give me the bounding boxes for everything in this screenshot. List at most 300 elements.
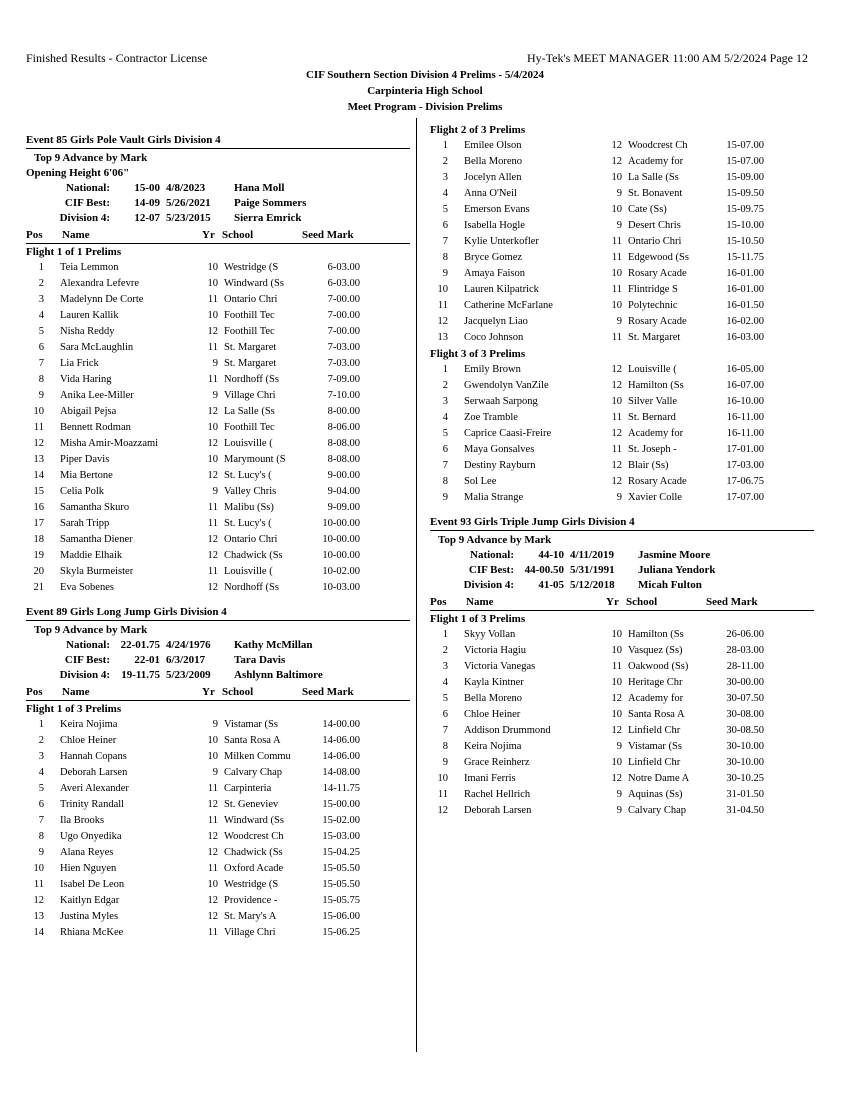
entry-name: Zoe Tramble <box>464 412 518 423</box>
table-row <box>430 218 814 234</box>
entry-school: Academy for <box>628 156 684 167</box>
record-row <box>430 563 814 578</box>
entry-pos: 2 <box>442 156 448 167</box>
entry-year: 10 <box>611 757 622 768</box>
entry-pos: 1 <box>442 140 448 151</box>
entry-pos: 4 <box>442 412 448 423</box>
table-row <box>26 580 410 596</box>
entry-seed-mark: 15-02.00 <box>322 815 360 826</box>
record-row <box>430 548 814 563</box>
record-mark: 41-05 <box>538 579 564 591</box>
table-row <box>430 803 814 819</box>
entry-school: Silver Valle <box>628 396 678 407</box>
entry-seed-mark: 30-00.00 <box>726 677 764 688</box>
entry-year: 10 <box>611 677 622 688</box>
entry-pos: 1 <box>38 719 44 730</box>
entry-school: Westridge (S <box>224 879 279 890</box>
entry-seed-mark: 16-11.00 <box>726 428 764 439</box>
entry-list <box>26 717 410 941</box>
entry-year: 10 <box>207 422 218 433</box>
table-row <box>26 845 410 861</box>
entry-pos: 3 <box>38 294 44 305</box>
entry-name: Abigail Pejsa <box>60 406 117 417</box>
entry-seed-mark: 15-06.25 <box>322 927 360 938</box>
entry-year: 12 <box>207 799 218 810</box>
records-block <box>26 638 410 683</box>
entry-school: St. Joseph - <box>628 444 677 455</box>
col-name: Name <box>62 686 90 698</box>
table-row <box>26 308 410 324</box>
entry-year: 10 <box>207 262 218 273</box>
entry-year: 12 <box>611 725 622 736</box>
entry-seed-mark: 16-03.00 <box>726 332 764 343</box>
entry-year: 9 <box>616 316 622 327</box>
entry-seed-mark: 16-05.00 <box>726 364 764 375</box>
entry-school: Westridge (S <box>224 262 279 273</box>
entry-year: 10 <box>207 879 218 890</box>
entry-seed-mark: 16-02.00 <box>726 316 764 327</box>
entry-seed-mark: 15-09.75 <box>726 204 764 215</box>
entry-pos: 2 <box>38 735 44 746</box>
entry-pos: 17 <box>33 518 44 529</box>
entry-seed-mark: 7-00.00 <box>327 310 360 321</box>
col-school: School <box>222 686 254 698</box>
col-yr: Yr <box>202 686 215 698</box>
entry-name: Celia Polk <box>60 486 105 497</box>
entry-name: Justina Myles <box>60 911 119 922</box>
entry-name: Chloe Heiner <box>464 709 521 720</box>
entry-year: 11 <box>611 252 622 263</box>
col-pos: Pos <box>430 596 447 608</box>
entry-name: Anika Lee-Miller <box>60 390 134 401</box>
table-row <box>430 314 814 330</box>
entry-pos: 3 <box>442 172 448 183</box>
table-row <box>430 755 814 771</box>
entry-school: Vasquez (Ss) <box>628 645 683 656</box>
entry-school: Academy for <box>628 428 684 439</box>
col-seed: Seed Mark <box>302 686 354 698</box>
table-row <box>430 362 814 378</box>
entry-name: Malia Strange <box>464 492 524 503</box>
entry-seed-mark: 16-07.00 <box>726 380 764 391</box>
entry-pos: 8 <box>38 831 44 842</box>
entry-year: 11 <box>207 374 218 385</box>
entry-year: 10 <box>611 204 622 215</box>
table-row <box>26 893 410 909</box>
table-row <box>430 691 814 707</box>
entry-pos: 2 <box>442 380 448 391</box>
entry-pos: 6 <box>442 709 448 720</box>
entry-school: Woodcrest Ch <box>628 140 688 151</box>
entry-name: Victoria Hagiu <box>464 645 527 656</box>
record-date: 5/26/2021 <box>166 197 211 209</box>
entry-name: Piper Davis <box>60 454 110 465</box>
entry-school: Ontario Chri <box>628 236 682 247</box>
record-holder: Micah Fulton <box>638 579 702 591</box>
entry-pos: 7 <box>442 236 448 247</box>
table-row <box>26 532 410 548</box>
entry-year: 11 <box>207 502 218 513</box>
record-mark: 15-00 <box>134 182 160 194</box>
entry-name: Madelynn De Corte <box>60 294 144 305</box>
entry-pos: 11 <box>33 422 44 433</box>
entry-name: Isabel De Leon <box>60 879 125 890</box>
entry-pos: 6 <box>38 799 44 810</box>
entry-seed-mark: 31-01.50 <box>726 789 764 800</box>
entry-year: 9 <box>212 767 218 778</box>
entry-pos: 12 <box>33 895 44 906</box>
entry-name: Caprice Caasi-Freire <box>464 428 552 439</box>
entry-pos: 1 <box>442 364 448 375</box>
entry-school: Aquinas (Ss) <box>628 789 683 800</box>
entry-year: 10 <box>207 751 218 762</box>
table-row <box>26 340 410 356</box>
entry-pos: 10 <box>437 773 448 784</box>
entry-name: Deborah Larsen <box>60 767 128 778</box>
entry-year: 12 <box>611 156 622 167</box>
entry-school: Woodcrest Ch <box>224 831 284 842</box>
entry-name: Rhiana McKee <box>60 927 124 938</box>
entry-year: 9 <box>616 220 622 231</box>
entry-seed-mark: 15-03.00 <box>322 831 360 842</box>
entry-name: Samantha Diener <box>60 534 133 545</box>
table-row <box>26 861 410 877</box>
col-seed: Seed Mark <box>302 229 354 241</box>
entry-name: Kaitlyn Edgar <box>60 895 120 906</box>
entry-name: Rachel Hellrich <box>464 789 531 800</box>
entry-seed-mark: 26-06.00 <box>726 629 764 640</box>
entry-name: Destiny Rayburn <box>464 460 536 471</box>
entry-name: Bella Moreno <box>464 693 523 704</box>
entry-school: Rosary Acade <box>628 268 687 279</box>
entry-year: 11 <box>611 661 622 672</box>
flight-heading: Flight 1 of 1 Prelims <box>26 246 122 258</box>
table-row <box>430 410 814 426</box>
entry-seed-mark: 8-06.00 <box>327 422 360 433</box>
entry-school: Louisville ( <box>224 438 273 449</box>
entry-seed-mark: 7-03.00 <box>327 358 360 369</box>
entry-seed-mark: 15-05.50 <box>322 879 360 890</box>
entry-year: 10 <box>611 645 622 656</box>
entry-school: Milken Commu <box>224 751 291 762</box>
entry-name: Skyla Burmeister <box>60 566 134 577</box>
table-row <box>430 154 814 170</box>
entry-school: St. Bonavent <box>628 188 683 199</box>
entry-seed-mark: 6-03.00 <box>327 278 360 289</box>
entry-pos: 4 <box>442 188 448 199</box>
table-row <box>430 442 814 458</box>
entry-seed-mark: 15-00.00 <box>322 799 360 810</box>
entry-school: Carpinteria <box>224 783 272 794</box>
entry-seed-mark: 9-04.00 <box>327 486 360 497</box>
entry-pos: 2 <box>442 645 448 656</box>
record-holder: Juliana Yendork <box>638 564 716 576</box>
entry-year: 12 <box>207 847 218 858</box>
record-label: Division 4: <box>463 579 514 591</box>
advance-rule: Top 9 Advance by Mark <box>34 152 148 164</box>
right-column <box>430 118 814 819</box>
record-holder: Jasmine Moore <box>638 549 711 561</box>
table-row <box>430 490 814 506</box>
entry-pos: 5 <box>442 204 448 215</box>
entry-name: Teia Lemmon <box>60 262 119 273</box>
entry-year: 11 <box>207 294 218 305</box>
meet-title: CIF Southern Section Division 4 Prelims - 5/4/2024 <box>305 69 545 81</box>
column-header <box>26 684 410 701</box>
table-row <box>430 250 814 266</box>
entry-pos: 3 <box>442 661 448 672</box>
entry-year: 11 <box>611 412 622 423</box>
entry-school: Edgewood (Ss <box>628 252 689 263</box>
table-row <box>430 458 814 474</box>
record-holder: Paige Sommers <box>234 197 307 209</box>
entry-seed-mark: 16-01.00 <box>726 268 764 279</box>
table-row <box>430 707 814 723</box>
entry-pos: 4 <box>38 767 44 778</box>
records-block <box>430 548 814 593</box>
col-yr: Yr <box>606 596 619 608</box>
flight-heading: Flight 2 of 3 Prelims <box>430 124 526 136</box>
entry-seed-mark: 10-03.00 <box>322 582 360 593</box>
entry-year: 10 <box>611 300 622 311</box>
entry-year: 9 <box>212 719 218 730</box>
meet-program-title: Meet Program - Division Prelims <box>347 101 503 113</box>
entry-year: 12 <box>611 380 622 391</box>
entry-name: Keira Nojima <box>60 719 118 730</box>
table-row <box>26 516 410 532</box>
entry-pos: 4 <box>442 677 448 688</box>
entry-year: 12 <box>207 895 218 906</box>
entry-seed-mark: 9-09.00 <box>327 502 360 513</box>
entry-school: Foothill Tec <box>224 310 275 321</box>
entry-pos: 7 <box>442 460 448 471</box>
entry-name: Alana Reyes <box>60 847 114 858</box>
entry-seed-mark: 14-08.00 <box>322 767 360 778</box>
record-row <box>430 578 814 593</box>
table-row <box>430 170 814 186</box>
entry-name: Emily Brown <box>464 364 521 375</box>
entry-school: Xavier Colle <box>628 492 682 503</box>
col-pos: Pos <box>26 686 43 698</box>
entry-year: 11 <box>207 783 218 794</box>
record-mark: 14-09 <box>134 197 160 209</box>
entry-list <box>430 627 814 819</box>
entry-seed-mark: 17-03.00 <box>726 460 764 471</box>
entry-seed-mark: 30-10.00 <box>726 757 764 768</box>
entry-school: Valley Chris <box>224 486 277 497</box>
table-row <box>430 186 814 202</box>
entry-pos: 8 <box>442 476 448 487</box>
table-row <box>430 675 814 691</box>
entry-seed-mark: 10-00.00 <box>322 550 360 561</box>
table-row <box>26 372 410 388</box>
entry-year: 11 <box>207 815 218 826</box>
entry-school: Vistamar (Ss <box>224 719 278 730</box>
entry-pos: 18 <box>33 534 44 545</box>
table-row <box>26 765 410 781</box>
entry-year: 12 <box>207 470 218 481</box>
entry-pos: 13 <box>33 911 44 922</box>
entry-name: Lia Frick <box>60 358 99 369</box>
entry-name: Coco Johnson <box>464 332 524 343</box>
column-header <box>26 227 410 244</box>
entry-school: Vistamar (Ss <box>628 741 682 752</box>
entry-school: Hamilton (Ss <box>628 380 684 391</box>
entry-pos: 9 <box>38 847 44 858</box>
entry-school: Marymount (S <box>224 454 286 465</box>
entry-year: 10 <box>207 310 218 321</box>
table-row <box>26 564 410 580</box>
entry-school: La Salle (Ss <box>628 172 679 183</box>
entry-school: Heritage Chr <box>628 677 683 688</box>
entry-seed-mark: 8-08.00 <box>327 438 360 449</box>
record-row <box>26 668 410 683</box>
table-row <box>430 234 814 250</box>
entry-seed-mark: 14-06.00 <box>322 751 360 762</box>
entry-year: 12 <box>207 406 218 417</box>
entry-name: Ugo Onyedika <box>60 831 122 842</box>
table-row <box>26 276 410 292</box>
entry-pos: 8 <box>38 374 44 385</box>
entry-pos: 9 <box>442 492 448 503</box>
table-row <box>26 717 410 733</box>
entry-name: Jacquelyn Liao <box>464 316 528 327</box>
entry-seed-mark: 15-10.50 <box>726 236 764 247</box>
entry-name: Keira Nojima <box>464 741 522 752</box>
entry-pos: 3 <box>442 396 448 407</box>
entry-school: Chadwick (Ss <box>224 847 283 858</box>
entry-year: 12 <box>207 534 218 545</box>
entry-pos: 15 <box>33 486 44 497</box>
entry-name: Grace Reinherz <box>464 757 530 768</box>
entry-name: Maddie Elhaik <box>60 550 123 561</box>
entry-year: 12 <box>611 773 622 784</box>
entry-seed-mark: 30-10.00 <box>726 741 764 752</box>
entry-pos: 14 <box>33 927 44 938</box>
entry-pos: 5 <box>442 693 448 704</box>
entry-year: 9 <box>616 188 622 199</box>
table-row <box>430 771 814 787</box>
entry-school: St. Margaret <box>224 342 277 353</box>
table-row <box>26 484 410 500</box>
entry-name: Vida Haring <box>60 374 112 385</box>
entry-pos: 11 <box>437 789 448 800</box>
entry-school: Chadwick (Ss <box>224 550 283 561</box>
record-mark: 12-07 <box>134 212 160 224</box>
flight-heading: Flight 1 of 3 Prelims <box>26 703 122 715</box>
entry-school: Santa Rosa A <box>224 735 281 746</box>
entry-name: Eva Sobenes <box>60 582 114 593</box>
table-row <box>430 298 814 314</box>
entry-pos: 6 <box>442 444 448 455</box>
entry-pos: 21 <box>33 582 44 593</box>
entry-year: 12 <box>611 428 622 439</box>
table-row <box>26 781 410 797</box>
record-holder: Ashlynn Baltimore <box>234 669 323 681</box>
entry-year: 12 <box>207 831 218 842</box>
table-row <box>26 324 410 340</box>
entry-seed-mark: 6-03.00 <box>327 262 360 273</box>
flight-heading: Flight 3 of 3 Prelims <box>430 348 526 360</box>
entry-name: Bella Moreno <box>464 156 523 167</box>
entry-year: 12 <box>611 364 622 375</box>
entry-school: Calvary Chap <box>628 805 687 816</box>
entry-year: 12 <box>207 582 218 593</box>
table-row <box>430 426 814 442</box>
entry-pos: 19 <box>33 550 44 561</box>
opening-height: Opening Height 6'06" <box>26 167 130 179</box>
entry-name: Isabella Hogle <box>464 220 525 231</box>
entry-school: Village Chri <box>224 390 276 401</box>
entry-name: Averi Alexander <box>60 783 129 794</box>
table-row <box>430 266 814 282</box>
table-row <box>26 420 410 436</box>
entry-year: 9 <box>616 741 622 752</box>
entry-pos: 20 <box>33 566 44 577</box>
entry-year: 9 <box>212 486 218 497</box>
entry-pos: 13 <box>437 332 448 343</box>
entry-year: 9 <box>616 492 622 503</box>
entry-seed-mark: 28-03.00 <box>726 645 764 656</box>
entry-school: Rosary Acade <box>628 476 687 487</box>
entry-year: 9 <box>212 390 218 401</box>
record-holder: Tara Davis <box>234 654 286 666</box>
entry-name: Lauren Kallik <box>60 310 119 321</box>
entry-name: Bryce Gomez <box>464 252 523 263</box>
entry-year: 11 <box>207 342 218 353</box>
entry-school: St. Margaret <box>224 358 277 369</box>
table-row <box>430 627 814 643</box>
table-row <box>26 829 410 845</box>
entry-year: 11 <box>611 236 622 247</box>
entry-seed-mark: 15-07.00 <box>726 140 764 151</box>
entry-pos: 16 <box>33 502 44 513</box>
entry-school: St. Mary's A <box>224 911 277 922</box>
entry-name: Ila Brooks <box>60 815 105 826</box>
entry-school: Foothill Tec <box>224 326 275 337</box>
col-school: School <box>222 229 254 241</box>
entry-seed-mark: 9-00.00 <box>327 470 360 481</box>
entry-name: Chloe Heiner <box>60 735 117 746</box>
entry-seed-mark: 17-06.75 <box>726 476 764 487</box>
entry-seed-mark: 14-00.00 <box>322 719 360 730</box>
entry-seed-mark: 10-00.00 <box>322 534 360 545</box>
entry-seed-mark: 15-04.25 <box>322 847 360 858</box>
table-row <box>26 548 410 564</box>
entry-seed-mark: 8-00.00 <box>327 406 360 417</box>
entry-name: Misha Amir-Moazzami <box>60 438 159 449</box>
record-date: 5/23/2015 <box>166 212 211 224</box>
entry-name: Hien Nguyen <box>60 863 117 874</box>
col-name: Name <box>62 229 90 241</box>
entry-name: Alexandra Lefevre <box>60 278 139 289</box>
record-label: CIF Best: <box>64 654 110 666</box>
advance-rule: Top 9 Advance by Mark <box>34 624 148 636</box>
entry-pos: 6 <box>38 342 44 353</box>
entry-name: Jocelyn Allen <box>464 172 522 183</box>
record-label: National: <box>66 639 110 651</box>
record-row <box>26 638 410 653</box>
entry-seed-mark: 15-05.50 <box>322 863 360 874</box>
table-row <box>26 925 410 941</box>
event-title-triple-jump: Event 93 Girls Triple Jump Girls Division 4 <box>430 514 814 531</box>
table-row <box>26 260 410 276</box>
entry-year: 11 <box>207 518 218 529</box>
entry-year: 11 <box>611 284 622 295</box>
entry-seed-mark: 7-00.00 <box>327 326 360 337</box>
entry-pos: 11 <box>33 879 44 890</box>
entry-name: Sara McLaughlin <box>60 342 134 353</box>
